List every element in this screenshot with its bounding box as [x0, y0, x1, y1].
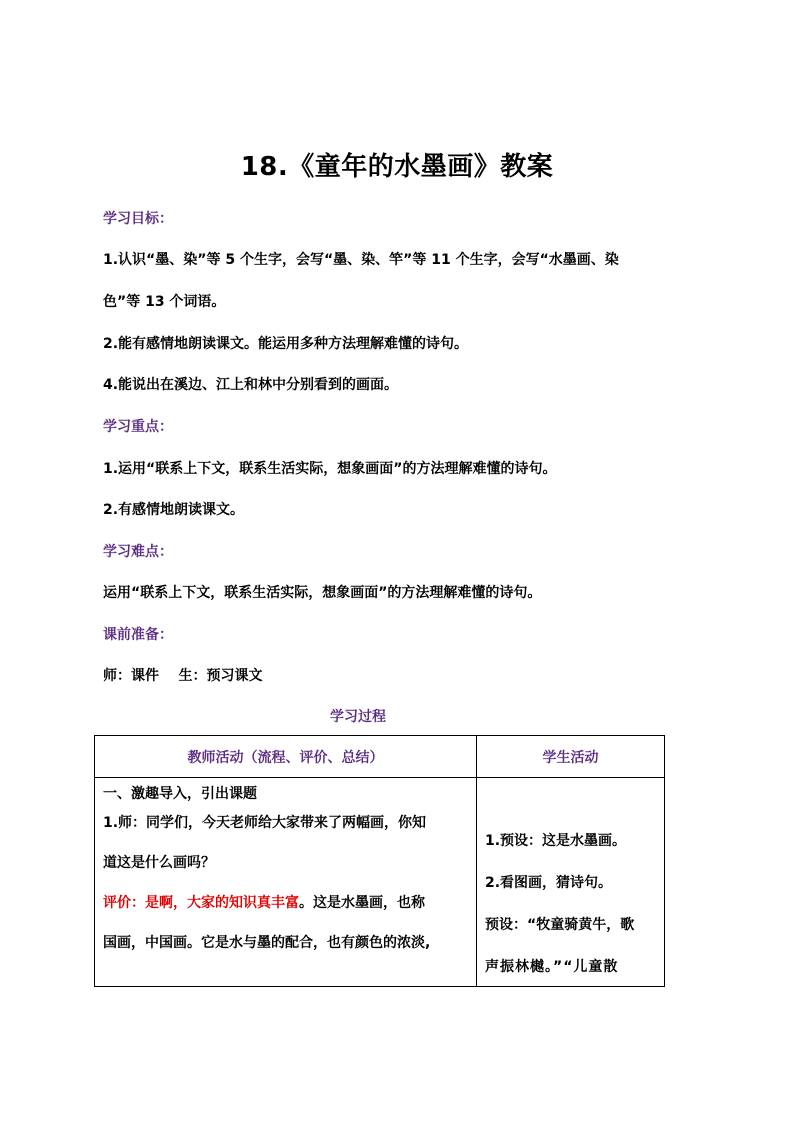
teacher-line-3: 国画，中国画。它是水与墨的配合，也有颜色的浓淡,	[103, 935, 431, 951]
teacher-evaluation-line	[103, 888, 468, 918]
preparation-item: 师：课件 生：预习课文	[103, 668, 263, 684]
process-table-header-row	[95, 736, 665, 778]
page-title: 18.《童年的水墨画》教案	[240, 152, 554, 182]
objective-2: 2.能有感情地朗读课文。能运用多种方法理解难懂的诗句。	[103, 336, 469, 352]
evaluation-rest: 。这是水墨画，也称	[299, 895, 425, 911]
difficulty-item: 运用“联系上下文，联系生活实际，想象画面”的方法理解难懂的诗句。	[103, 585, 542, 601]
objective-4: 4.能说出在溪边、江上和林中分别看到的画面。	[103, 377, 399, 393]
teacher-activity-header: 教师活动（流程、评价、总结）	[95, 736, 477, 778]
objective-1-line-1: 1.认识“墨、染”等 5 个生字，会写“墨、染、竿”等 11 个生字，会写“水墨画、染	[103, 252, 619, 268]
student-activity-header: 学生活动	[477, 736, 665, 778]
student-line-4: 声振林樾。”“儿童散	[485, 959, 619, 975]
student-activity-cell	[477, 778, 665, 987]
difficulties-heading: 学习难点：	[103, 544, 173, 560]
keypoints-heading: 学习重点：	[103, 419, 173, 435]
teacher-section-title: 一、激趣导入，引出课题	[103, 786, 257, 802]
keypoint-2: 2.有感情地朗读课文。	[103, 502, 245, 518]
teacher-activity-cell	[95, 778, 477, 987]
keypoint-1: 1.运用“联系上下文，联系生活实际，想象画面”的方法理解难懂的诗句。	[103, 461, 557, 477]
process-title: 学习过程	[330, 709, 386, 725]
teacher-question-line-2: 道这是什么画吗？	[103, 855, 215, 871]
process-table	[94, 735, 665, 987]
student-line-2: 2.看图画，猜诗句。	[485, 875, 613, 891]
objectives-heading: 学习目标：	[103, 211, 173, 227]
student-line-1: 1.预设：这是水墨画。	[485, 833, 627, 849]
process-table-row	[95, 778, 665, 987]
teacher-question-line-1: 1.师：同学们，今天老师给大家带来了两幅画，你知	[103, 815, 427, 831]
preparation-heading: 课前准备：	[103, 627, 173, 643]
objective-1-line-2: 色”等 13 个词语。	[103, 294, 226, 310]
student-line-3: 预设：“牧童骑黄牛，歌	[485, 917, 635, 933]
evaluation-highlight: 评价：是啊，大家的知识真丰富	[103, 895, 299, 911]
